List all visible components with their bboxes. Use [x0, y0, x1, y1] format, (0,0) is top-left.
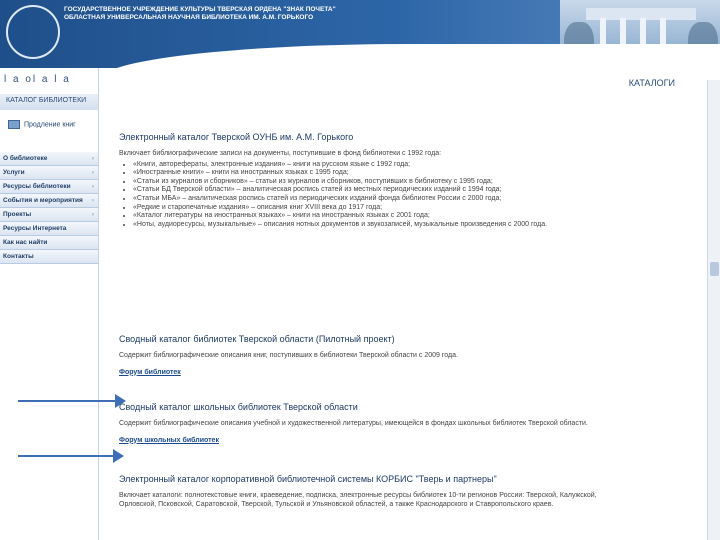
sidebar-item-label: О библиотеке — [3, 155, 48, 162]
forum-school-libraries-link[interactable]: Форум школьных библиотек — [119, 436, 219, 444]
org-title: ГОСУДАРСТВЕННОЕ УЧРЕЖДЕНИЕ КУЛЬТУРЫ ТВЕРСКАЯ ОРДЕНА "ЗНАК ПОЧЕТА" ОБЛАСТНАЯ УНИВЕРСАЛЬНАЯ НАУЧНАЯ БИБЛИОТЕКА ИМ. А.М. ГОРЬКОГО — [64, 6, 336, 21]
chevron-right-icon: › — [91, 169, 94, 176]
arrow-annotation — [18, 394, 126, 408]
catalog-block-school — [119, 402, 624, 447]
page-title: КАТАЛОГИ — [628, 78, 675, 88]
sidebar-item-find-us[interactable] — [0, 236, 98, 250]
sidebar-item-projects[interactable] — [0, 208, 98, 222]
list-item[interactable]: • «Каталог литературы на иностранных языках» – книги на иностранных языках с 2001 года; — [133, 212, 624, 221]
sidebar-item-label: Услуги — [3, 169, 25, 176]
sidebar-item-label: События и мероприятия — [3, 197, 83, 204]
chevron-right-icon: › — [91, 197, 94, 204]
catalog-desc: Содержит библиографические описания учебной и художественной литературы, имеющейся в фондах школьных библиотек Тверской области. — [119, 420, 588, 427]
catalog-block-corbis — [119, 474, 624, 509]
arrow-annotation — [18, 449, 124, 463]
sidebar-item-resources[interactable] — [0, 180, 98, 194]
list-item[interactable]: • «Редкие и старопечатные издания» – описания книг XVIII века до 1917 года; — [133, 204, 624, 213]
arrow-shaft — [18, 400, 116, 402]
catalog-block-main — [119, 132, 624, 229]
catalog-intro: Включает библиографические записи на документы, поступившие в фонд библиотеки с 1992 года: — [119, 150, 442, 157]
library-logo-icon[interactable] — [6, 5, 60, 59]
arrow-head-icon — [115, 394, 126, 408]
list-item[interactable]: • «Статьи МБА» – аналитическая роспись статей из периодических изданий фонда библиотек России с 2000 года; — [133, 195, 624, 204]
list-item[interactable]: • «Статьи из журналов и сборников» – статьи из журналов и сборников, поступивших в библиотеку с 1995 года; — [133, 178, 624, 187]
list-item[interactable]: • «Ноты, аудиоресурсы, музыкальные» – описания нотных документов и звукозаписей, музыкальные произведения с 2000 года. — [133, 221, 624, 230]
sidebar-item-about[interactable] — [0, 152, 98, 166]
sidebar-item-label: Как нас найти — [3, 239, 48, 246]
renew-books-link[interactable] — [8, 120, 76, 129]
catalog-title[interactable]: Сводный каталог школьных библиотек Тверской области — [119, 402, 358, 412]
scrollbar-thumb[interactable] — [710, 262, 719, 276]
sidebar — [0, 68, 99, 540]
sidebar-item-label: Контакты — [3, 253, 34, 260]
catalog-header — [0, 94, 98, 110]
catalog-list — [119, 161, 624, 230]
scrollbar[interactable] — [707, 80, 720, 540]
sidebar-menu — [0, 152, 98, 264]
sidebar-item-label: Ресурсы библиотеки — [3, 183, 71, 190]
sidebar-nav-glyphs[interactable]: l a ol a l a — [4, 74, 71, 85]
catalog-desc: Включает каталоги: полнотекстовые книги, краеведение, подписка, электронные ресурсы библиотек 10-ти регионов России: Тверской, Калужской, Орловской, Псковской, Саратовской, Тверской, Тульской и Ульяновской областей, а также Краснодарского и Ставропольского краев. — [119, 492, 597, 508]
catalog-desc: Содержит библиографические описания книг, поступивших в библиотеки Тверской области с 2009 года. — [119, 352, 458, 359]
sidebar-item-internet[interactable] — [0, 222, 98, 236]
catalog-title[interactable]: Электронный каталог корпоративной библиотечной системы КОРБИС "Тверь и партнеры" — [119, 474, 497, 484]
catalog-block-union — [119, 334, 624, 379]
list-item[interactable]: • «Книги, авторефераты, электронные издания» – книги на русском языке с 1992 года; — [133, 161, 624, 170]
arrow-head-icon — [113, 449, 124, 463]
arrow-shaft — [18, 455, 114, 457]
chevron-right-icon: › — [91, 211, 94, 218]
forum-libraries-link[interactable]: Форум библиотек — [119, 368, 181, 376]
sidebar-item-label: Проекты — [3, 211, 32, 218]
chevron-right-icon: › — [91, 183, 94, 190]
book-icon — [8, 120, 20, 129]
sidebar-item-services[interactable] — [0, 166, 98, 180]
catalog-header-label: КАТАЛОГ БИБЛИОТЕКИ — [6, 97, 87, 104]
sidebar-item-events[interactable] — [0, 194, 98, 208]
list-item[interactable]: • «Иностранные книги» – книги на иностранных языках с 1995 года; — [133, 169, 624, 178]
main-content — [99, 68, 705, 540]
catalog-title[interactable]: Электронный каталог Тверской ОУНБ им. А.М. Горького — [119, 132, 354, 142]
sidebar-item-contacts[interactable] — [0, 250, 98, 264]
list-item[interactable]: • «Статьи БД Тверской области» – аналитическая роспись статей из местных периодических изданий с 1994 года; — [133, 186, 624, 195]
sidebar-item-label: Ресурсы Интернета — [3, 225, 67, 232]
renew-books-label: Продление книг — [24, 121, 76, 129]
chevron-right-icon: › — [91, 155, 94, 162]
catalog-title[interactable]: Сводный каталог библиотек Тверской области (Пилотный проект) — [119, 334, 395, 344]
